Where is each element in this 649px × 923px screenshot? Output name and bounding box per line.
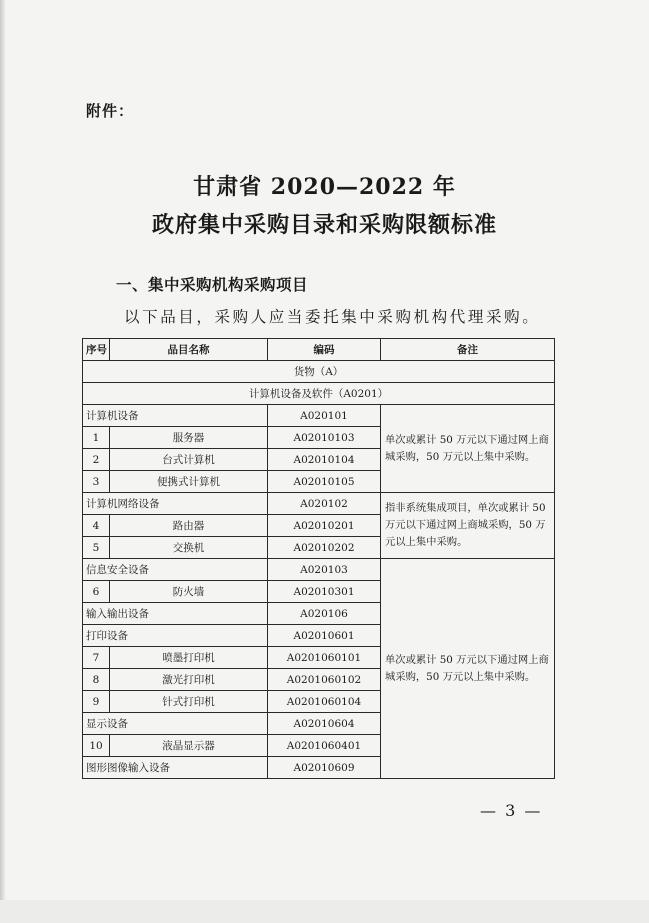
procurement-table [82,338,555,779]
item-seq: 6 [83,581,110,603]
item-code: A020103 [268,559,381,581]
category-name: 输入输出设备 [83,603,268,625]
category-name: 计算机设备 [83,405,268,427]
item-code: A02010604 [268,713,381,735]
item-name: 防火墙 [110,581,268,603]
item-seq: 10 [83,735,110,757]
item-name: 路由器 [110,515,268,537]
attachment-label: 附件： [86,102,135,120]
remark-cell: 单次或累计 50 万元以下通过网上商城采购，50 万元以上集中采购。 [381,559,555,779]
item-code: A020106 [268,603,381,625]
item-name: 喷墨打印机 [110,647,268,669]
remark-cell: 单次或累计 50 万元以下通过网上商城采购，50 万元以上集中采购。 [381,405,555,493]
category-name: 显示设备 [83,713,268,735]
category-name: 计算机网络设备 [83,493,268,515]
table-header-row [83,339,555,361]
item-seq: 9 [83,691,110,713]
category-name: 打印设备 [83,625,268,647]
category-name: 信息安全设备 [83,559,268,581]
item-code: A020101 [268,405,381,427]
item-code: A02010601 [268,625,381,647]
table-row [83,559,555,581]
item-code: A02010201 [268,515,381,537]
item-seq: 8 [83,669,110,691]
table-row [83,493,555,515]
subgroup-title: 计算机设备及软件（A0201） [83,383,555,405]
item-code: A020102 [268,493,381,515]
intro-paragraph: 以下品目，采购人应当委托集中采购机构代理采购。 [124,308,541,326]
item-name: 便携式计算机 [110,471,268,493]
document-title-line2: 政府集中采购目录和采购限额标准 [151,212,497,238]
header-remark: 备注 [381,339,555,361]
item-name: 交换机 [110,537,268,559]
header-code: 编码 [268,339,381,361]
group-row [83,361,555,383]
item-name: 针式打印机 [110,691,268,713]
remark-cell: 指非系统集成项目，单次或累计 50 万元以下通过网上商城采购，50 万元以上集中采购。 [381,493,555,559]
item-code: A02010202 [268,537,381,559]
subgroup-row [83,383,555,405]
item-name: 液晶显示器 [110,735,268,757]
page-left-shadow [0,0,6,923]
page-number: — 3 — [480,801,543,820]
item-seq: 4 [83,515,110,537]
item-seq: 7 [83,647,110,669]
header-seq: 序号 [83,339,110,361]
item-seq: 3 [83,471,110,493]
table-row [83,405,555,427]
item-code: A02010301 [268,581,381,603]
item-code: A0201060104 [268,691,381,713]
item-name: 台式计算机 [110,449,268,471]
item-code: A0201060101 [268,647,381,669]
document-title-line1: 甘肃省 2020—2022 年 [193,174,456,200]
item-seq: 1 [83,427,110,449]
item-seq: 5 [83,537,110,559]
page-bottom-edge [0,900,649,923]
section-heading: 一、集中采购机构采购项目 [116,276,309,294]
item-code: A0201060102 [268,669,381,691]
item-name: 服务器 [110,427,268,449]
item-code: A02010103 [268,427,381,449]
category-name: 图形图像输入设备 [83,757,268,779]
header-name: 品目名称 [110,339,268,361]
item-code: A02010104 [268,449,381,471]
item-code: A0201060401 [268,735,381,757]
item-name: 激光打印机 [110,669,268,691]
item-seq: 2 [83,449,110,471]
group-title: 货物（A） [83,361,555,383]
item-code: A02010609 [268,757,381,779]
item-code: A02010105 [268,471,381,493]
